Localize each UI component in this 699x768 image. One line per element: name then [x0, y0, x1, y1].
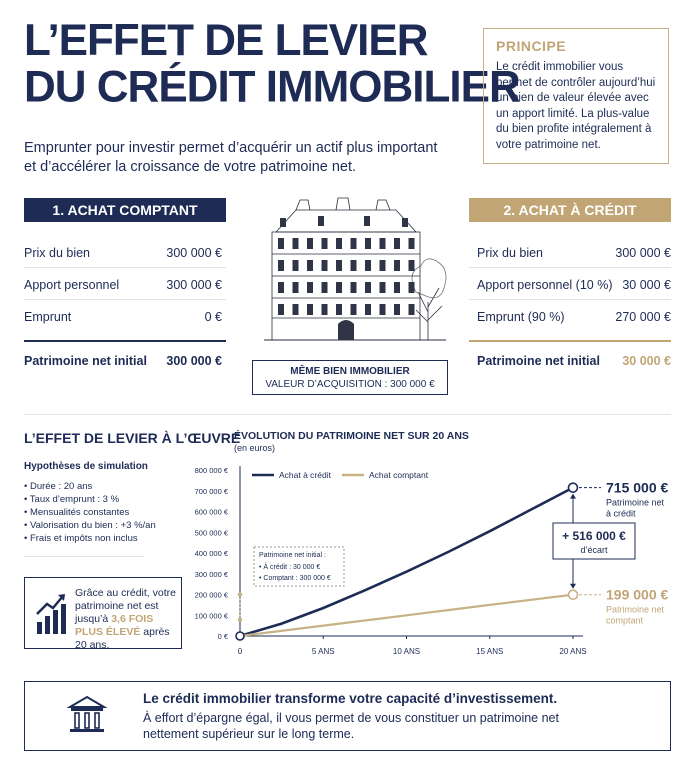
- divider: [469, 299, 671, 300]
- gap-label: d’écart: [580, 545, 608, 555]
- cash-emprunt-value: 0 €: [204, 310, 222, 324]
- credit-apport-value: 30 000 €: [622, 278, 671, 292]
- cash-heading: 1. ACHAT COMPTANT: [24, 198, 226, 222]
- initial-box-credit: • À crédit : 30 000 €: [259, 564, 321, 571]
- y-tick-label: 500 000 €: [194, 528, 228, 538]
- legend-cash-label: Achat comptant: [369, 470, 429, 480]
- cash-end-label: comptant: [606, 615, 644, 626]
- divider: [24, 267, 226, 268]
- chart-subtitle: (en euros): [234, 443, 276, 453]
- initial-credit-marker: [238, 618, 242, 622]
- callout-text-pre: Grâce au crédit, votre patrimoine net est jusqu’à: [75, 587, 176, 625]
- y-tick-label: 200 000 €: [194, 590, 228, 600]
- x-tick-label: 20 ANS: [559, 647, 587, 656]
- divider: [24, 556, 144, 557]
- y-tick-label: 0 €: [217, 632, 228, 641]
- y-tick-label: 300 000 €: [194, 569, 228, 579]
- hypothesis-item: • Valorisation du bien : +3 %/an: [24, 520, 156, 531]
- principe-heading: PRINCIPE: [496, 38, 567, 54]
- page-title: [24, 17, 520, 111]
- hypothesis-item: • Mensualités constantes: [24, 507, 130, 518]
- divider: [24, 299, 226, 300]
- footer-headline: Le crédit immobilier transforme votre capacité d’investissement.: [143, 691, 558, 706]
- cash-end-point: [569, 590, 578, 599]
- x-tick-label: 10 ANS: [392, 647, 421, 656]
- credit-price-value: 300 000 €: [615, 246, 671, 260]
- gap-value: + 516 000 €: [562, 529, 626, 543]
- x-tick-label: 5 ANS: [311, 647, 335, 656]
- net-worth-chart: [180, 455, 699, 670]
- legend-credit-label: Achat à crédit: [279, 470, 331, 480]
- hypotheses-title: Hypothèses de simulation: [24, 461, 148, 472]
- gap-arrow-head-down: [570, 584, 576, 589]
- bank-building-icon: [67, 694, 107, 736]
- hypotheses-list: [24, 480, 156, 545]
- y-tick-label: 800 000 €: [194, 466, 228, 475]
- hypothesis-item: • Frais et impôts non inclus: [24, 533, 138, 544]
- credit-end-label: à crédit: [606, 508, 636, 519]
- cash-series-line: [240, 595, 573, 636]
- credit-end-value: 715 000 €: [606, 479, 669, 496]
- initial-box-title: Patrimoine net initial :: [259, 552, 326, 559]
- hypothesis-item: • Taux d’emprunt : 3 %: [24, 494, 120, 505]
- credit-total-value: 30 000 €: [622, 354, 671, 368]
- growth-chart-icon: [35, 592, 67, 636]
- intro-text: Emprunter pour investir permet d’acquérir un actif plus important et d’accélérer la croissance de votre patrimoine net.: [24, 140, 438, 175]
- cash-apport-label: Apport personnel: [24, 278, 120, 292]
- cash-price-label: Prix du bien: [24, 246, 91, 260]
- building-illustration: [256, 192, 452, 352]
- y-tick-label: 400 000 €: [194, 549, 228, 558]
- credit-emprunt-label: Emprunt (90 %): [477, 310, 565, 324]
- gap-arrow-head-up: [570, 494, 576, 499]
- initial-box-cash: • Comptant : 300 000 €: [259, 575, 331, 582]
- callout-emphasis: 3,6 FOIS PLUS ÉLEVÉ: [75, 613, 154, 638]
- building-caption: [252, 360, 448, 395]
- credit-end-label: Patrimoine net: [606, 497, 665, 508]
- y-tick-label: 100 000 €: [194, 611, 228, 621]
- divider: [24, 340, 226, 342]
- chart-title: ÉVOLUTION DU PATRIMOINE NET SUR 20 ANS: [234, 430, 469, 442]
- building-caption-value: VALEUR D’ACQUISITION : 300 000 €: [265, 379, 435, 390]
- building-caption-title: MÊME BIEN IMMOBILIER: [290, 366, 410, 377]
- cash-apport-value: 300 000 €: [166, 278, 222, 292]
- credit-price-label: Prix du bien: [477, 246, 544, 260]
- credit-total-label: Patrimoine net initial: [477, 354, 600, 368]
- levier-heading: L’EFFET DE LEVIER À L’ŒUVRE: [24, 430, 241, 446]
- title-line-2: DU CRÉDIT IMMOBILIER: [24, 61, 520, 112]
- y-tick-label: 600 000 €: [194, 507, 228, 517]
- title-line-1: L’EFFET DE LEVIER: [24, 15, 428, 66]
- cash-price-value: 300 000 €: [166, 246, 222, 260]
- cash-total-label: Patrimoine net initial: [24, 354, 147, 368]
- credit-emprunt-value: 270 000 €: [615, 310, 671, 324]
- principe-text: Le crédit immobilier vous permet de contrôler aujourd’hui un bien de valeur élevée avec un apport limité. La plus-value du bien profite intégralement à votre patrimoine net.: [496, 61, 656, 151]
- divider: [469, 267, 671, 268]
- callout-text-post: après 20 ans.: [75, 626, 170, 651]
- cash-emprunt-label: Emprunt: [24, 310, 72, 324]
- callout-text: [75, 587, 179, 652]
- origin-point: [236, 632, 244, 640]
- x-tick-label: 0: [237, 647, 243, 656]
- divider: [469, 340, 671, 342]
- section-divider: [24, 414, 671, 415]
- credit-end-point: [569, 483, 578, 492]
- hypothesis-item: • Durée : 20 ans: [24, 481, 93, 492]
- cash-end-label: Patrimoine net: [606, 604, 665, 615]
- cash-total-value: 300 000 €: [166, 354, 222, 368]
- credit-apport-label: Apport personnel (10 %): [477, 278, 613, 292]
- y-tick-label: 700 000 €: [194, 486, 228, 496]
- leverage-callout: [24, 577, 182, 649]
- footer-box: [24, 681, 671, 751]
- principe-box: [483, 28, 669, 164]
- credit-heading: 2. ACHAT À CRÉDIT: [469, 198, 671, 222]
- cash-end-value: 199 000 €: [606, 586, 669, 603]
- x-tick-label: 15 ANS: [476, 647, 504, 656]
- footer-text: À effort d’épargne égal, il vous permet de vous constituer un patrimoine net nettement supérieur sur le long terme.: [143, 711, 559, 741]
